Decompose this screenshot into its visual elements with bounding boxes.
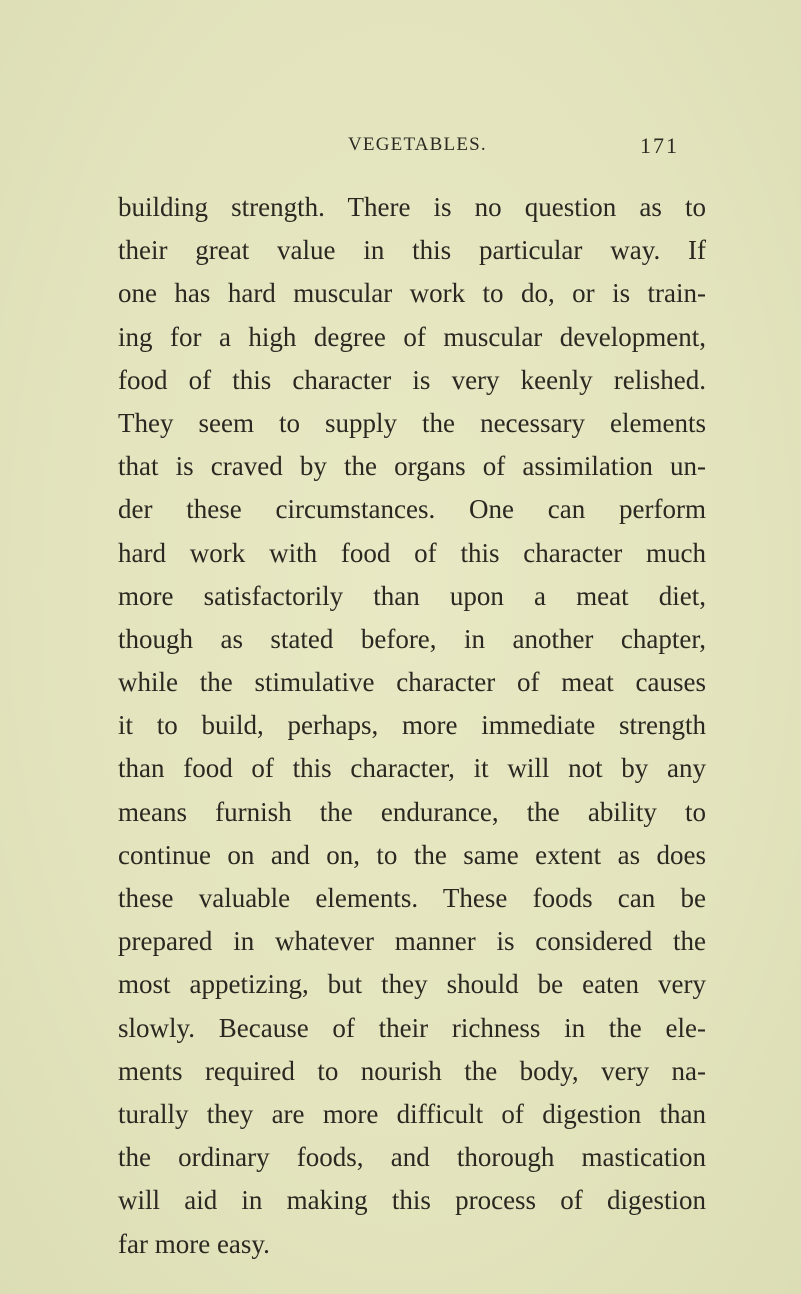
text-line: though as stated before, in another chapter,	[118, 623, 706, 654]
text-line: building strength. There is no question as to	[118, 192, 706, 222]
text-line: ments required to nourish the body, very na-	[118, 1055, 706, 1086]
text-line: one has hard muscular work to do, or is train-	[118, 278, 706, 309]
text-line: most appetizing, but they should be eaten very	[118, 969, 706, 1000]
text-line: turally they are more difficult of digestion than	[118, 1098, 706, 1129]
text-line: der these circumstances. One can perform	[118, 494, 706, 525]
text-line: while the stimulative character of meat causes	[118, 667, 706, 698]
text-line: that is craved by the organs of assimilation un-	[118, 451, 706, 482]
text-line: these valuable elements. These foods can be	[118, 883, 706, 913]
text-line: than food of this character, it will not by any	[118, 753, 706, 784]
running-head	[0, 134, 801, 164]
body-text	[118, 186, 706, 1266]
text-line: it to build, perhaps, more immediate strength	[118, 710, 706, 741]
running-title: VEGETABLES.	[348, 134, 487, 155]
text-line: their great value in this particular way. If	[118, 235, 706, 266]
text-line: more satisfactorily than upon a meat diet,	[118, 580, 706, 611]
text-line: slowly. Because of their richness in the ele-	[118, 1012, 706, 1043]
text-line: food of this character is very keenly relished.	[118, 364, 706, 395]
text-line: ing for a high degree of muscular development,	[118, 321, 706, 352]
text-line: hard work with food of this character much	[118, 537, 706, 568]
text-line: will aid in making this process of digestion	[118, 1185, 706, 1216]
text-line: far more easy.	[118, 1228, 270, 1259]
text-line: They seem to supply the necessary elements	[118, 407, 706, 438]
text-line: the ordinary foods, and thorough mastication	[118, 1142, 706, 1173]
text-line: prepared in whatever manner is considered the	[118, 926, 706, 957]
text-line: means furnish the endurance, the ability to	[118, 796, 706, 827]
page-number: 171	[640, 133, 679, 158]
text-line: continue on and on, to the same extent as does	[118, 839, 706, 870]
